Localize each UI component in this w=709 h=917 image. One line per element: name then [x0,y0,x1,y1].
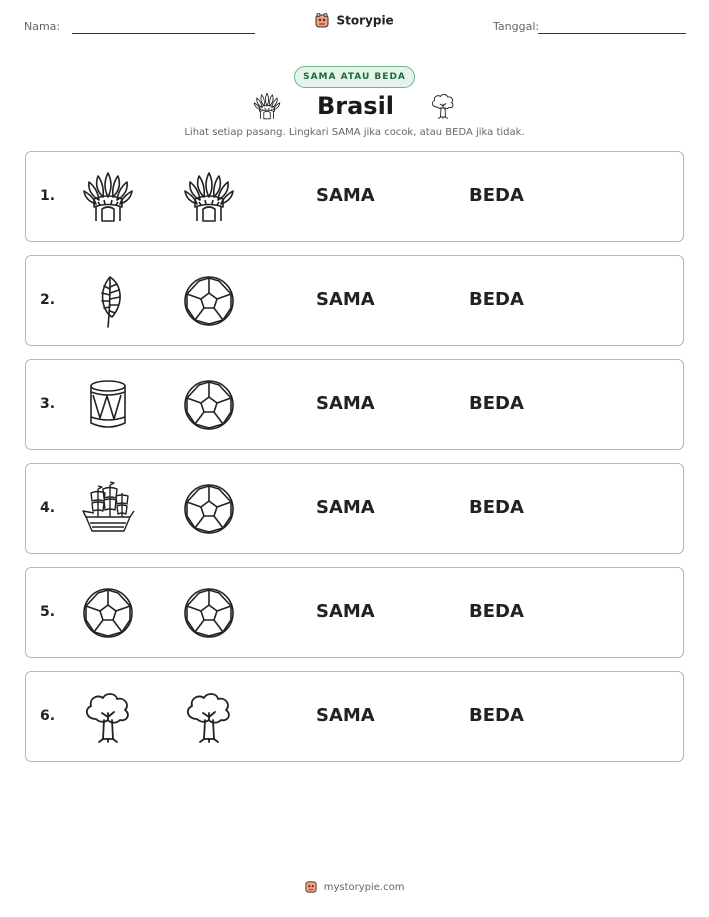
ship-icon [80,481,136,537]
row-number: 6. [40,708,56,724]
answer-different[interactable]: BEDA [469,601,524,622]
storypie-mascot-icon [305,880,317,894]
exercise-row [25,151,684,242]
tree-icon [429,91,457,121]
answer-same[interactable]: SAMA [316,393,375,414]
answer-different[interactable]: BEDA [469,705,524,726]
exercise-row [25,671,684,762]
name-label: Nama: [24,20,61,33]
date-write-line[interactable] [538,33,686,34]
page-title: Brasil [316,92,395,120]
soccer-ball-icon [181,481,237,537]
drum-icon [80,377,136,433]
feather-icon [80,273,136,329]
headdress-icon [80,169,136,225]
tree-icon [181,689,237,745]
name-write-line[interactable] [72,33,255,34]
answer-same[interactable]: SAMA [316,289,375,310]
answer-different[interactable]: BEDA [469,289,524,310]
row-number: 5. [40,604,56,620]
answer-same[interactable]: SAMA [316,601,375,622]
answer-different[interactable]: BEDA [469,393,524,414]
answer-different[interactable]: BEDA [469,497,524,518]
row-number: 1. [40,188,56,204]
tree-icon [80,689,136,745]
exercise-row [25,567,684,658]
soccer-ball-icon [181,377,237,433]
answer-same[interactable]: SAMA [316,705,375,726]
title-row [0,91,709,121]
storypie-mascot-icon [315,13,329,29]
answer-same[interactable]: SAMA [316,185,375,206]
headdress-icon [252,91,282,121]
answer-different[interactable]: BEDA [469,185,524,206]
brand-logo [0,13,709,29]
headdress-icon [181,169,237,225]
brand-name: Storypie [336,13,394,28]
row-number: 3. [40,396,56,412]
soccer-ball-icon [80,585,136,641]
date-label: Tanggal: [493,20,540,33]
exercise-row [25,255,684,346]
date-field[interactable] [493,20,539,33]
soccer-ball-icon [181,585,237,641]
row-number: 4. [40,500,56,516]
instructions: Lihat setiap pasang. Lingkari SAMA jika cocok, atau BEDA jika tidak. [184,127,525,138]
footer [0,880,709,894]
worksheet-badge: SAMA ATAU BEDA [294,66,415,88]
footer-website: mystorypie.com [323,882,405,893]
row-number: 2. [40,292,56,308]
soccer-ball-icon [181,273,237,329]
exercise-row [25,463,684,554]
exercise-row [25,359,684,450]
answer-same[interactable]: SAMA [316,497,375,518]
